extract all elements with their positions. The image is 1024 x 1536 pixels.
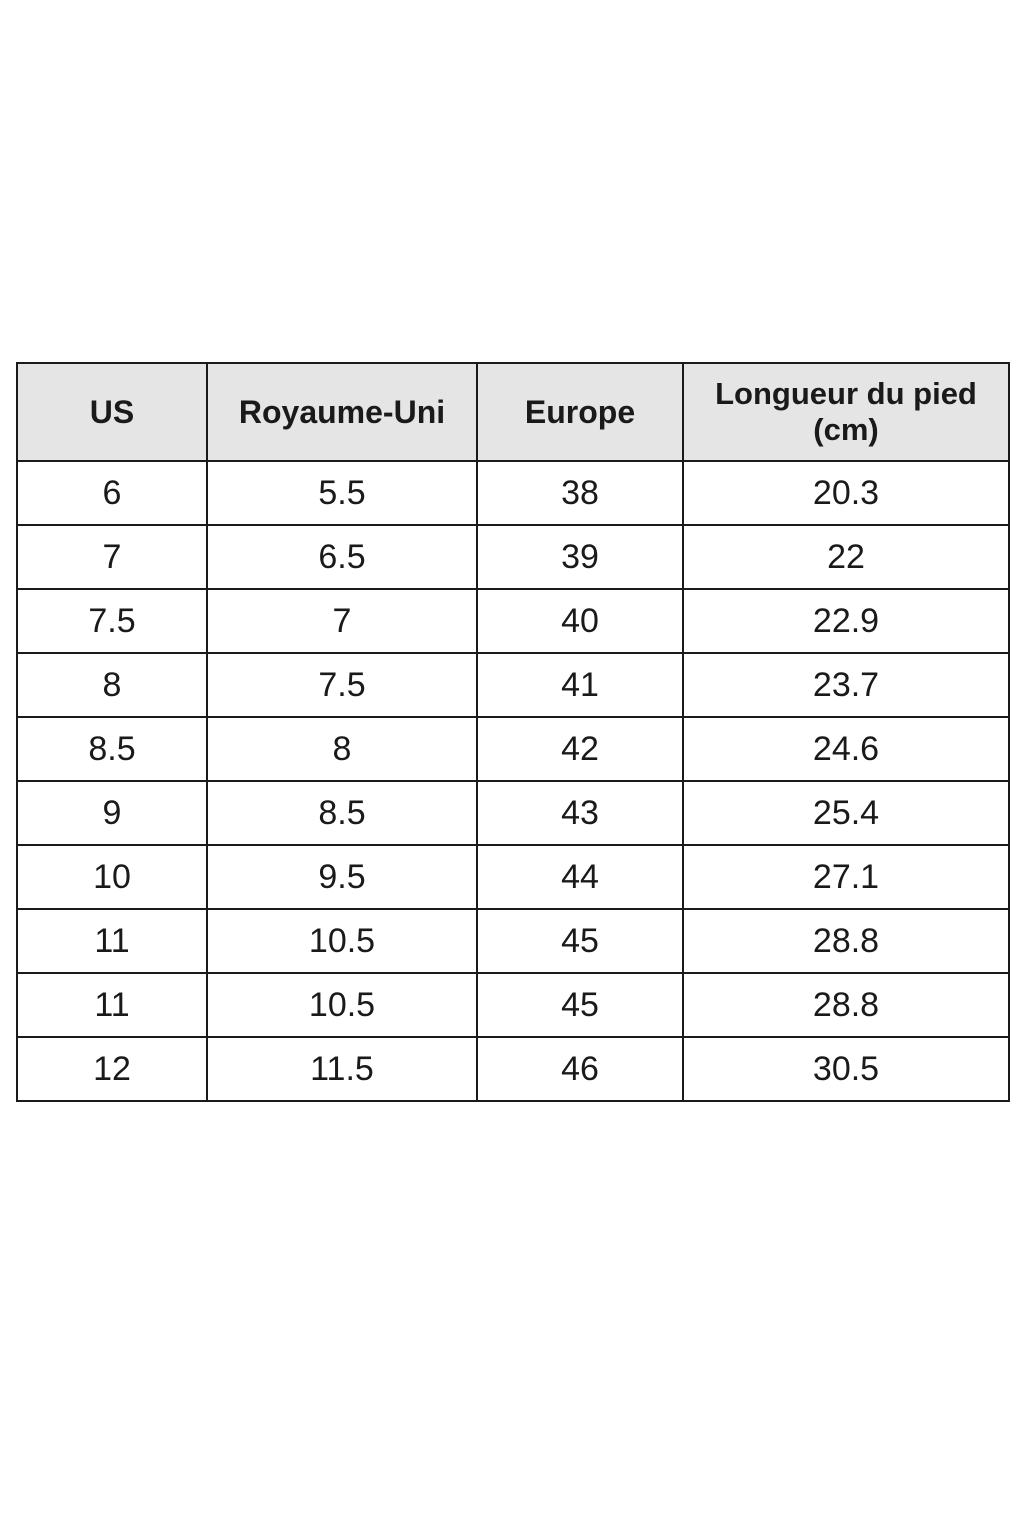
europe-size-cell: 43 — [477, 781, 683, 845]
us-size-cell: 6 — [17, 461, 207, 525]
uk-size-cell: 5.5 — [207, 461, 477, 525]
europe-size-cell: 45 — [477, 973, 683, 1037]
foot-length-cell: 25.4 — [683, 781, 1009, 845]
us-size-cell: 10 — [17, 845, 207, 909]
europe-size-cell: 45 — [477, 909, 683, 973]
us-size-cell: 7.5 — [17, 589, 207, 653]
uk-size-cell: 6.5 — [207, 525, 477, 589]
foot-length-cell: 22 — [683, 525, 1009, 589]
table-body — [17, 461, 1009, 1101]
uk-size-cell: 7.5 — [207, 653, 477, 717]
uk-size-cell: 8.5 — [207, 781, 477, 845]
table-row — [17, 909, 1009, 973]
uk-size-cell: 11.5 — [207, 1037, 477, 1101]
foot-length-cell: 30.5 — [683, 1037, 1009, 1101]
table-row — [17, 845, 1009, 909]
us-size-cell: 8 — [17, 653, 207, 717]
us-size-cell: 11 — [17, 909, 207, 973]
table-row — [17, 717, 1009, 781]
uk-size-cell: 7 — [207, 589, 477, 653]
table-row — [17, 589, 1009, 653]
europe-size-cell: 41 — [477, 653, 683, 717]
shoe-size-conversion-table — [16, 362, 1010, 1102]
foot-length-cell: 22.9 — [683, 589, 1009, 653]
header-us: US — [17, 363, 207, 461]
uk-size-cell: 10.5 — [207, 909, 477, 973]
foot-length-cell: 27.1 — [683, 845, 1009, 909]
foot-length-cell: 23.7 — [683, 653, 1009, 717]
us-size-cell: 8.5 — [17, 717, 207, 781]
table-row — [17, 973, 1009, 1037]
europe-size-cell: 39 — [477, 525, 683, 589]
us-size-cell: 9 — [17, 781, 207, 845]
uk-size-cell: 8 — [207, 717, 477, 781]
foot-length-cell: 24.6 — [683, 717, 1009, 781]
table-row — [17, 781, 1009, 845]
europe-size-cell: 44 — [477, 845, 683, 909]
uk-size-cell: 9.5 — [207, 845, 477, 909]
header-foot-length-text: Longueur du pied (cm) — [715, 376, 977, 447]
table-header — [17, 363, 1009, 461]
us-size-cell: 12 — [17, 1037, 207, 1101]
table-row — [17, 653, 1009, 717]
foot-length-cell: 28.8 — [683, 973, 1009, 1037]
europe-size-cell: 40 — [477, 589, 683, 653]
table-row — [17, 461, 1009, 525]
europe-size-cell: 38 — [477, 461, 683, 525]
europe-size-cell: 46 — [477, 1037, 683, 1101]
table-row — [17, 525, 1009, 589]
us-size-cell: 11 — [17, 973, 207, 1037]
us-size-cell: 7 — [17, 525, 207, 589]
header-row — [17, 363, 1009, 461]
table-row — [17, 1037, 1009, 1101]
header-foot-length — [683, 363, 1009, 461]
foot-length-cell: 20.3 — [683, 461, 1009, 525]
uk-size-cell: 10.5 — [207, 973, 477, 1037]
header-uk: Royaume-Uni — [207, 363, 477, 461]
europe-size-cell: 42 — [477, 717, 683, 781]
header-europe: Europe — [477, 363, 683, 461]
foot-length-cell: 28.8 — [683, 909, 1009, 973]
